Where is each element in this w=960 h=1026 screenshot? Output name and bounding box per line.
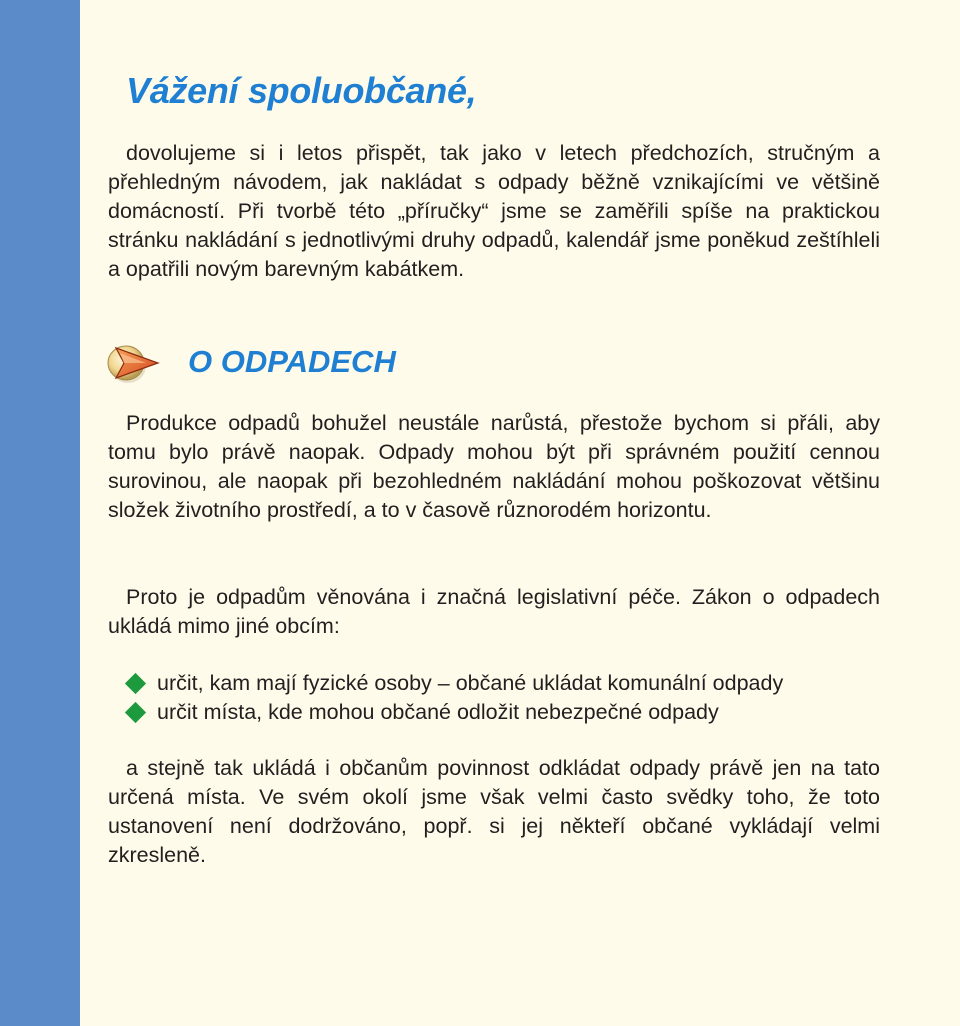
greeting-heading: Vážení spoluobčané, <box>126 70 477 111</box>
intro-paragraph: dovolujeme si i letos přispět, tak jako v letech předchozích, stručným a přehledným návodem, jak nakládat s odpady běžně vznikajícími ve většině domácností. Při tvorbě této „příručky“ jsme se zaměřili spíše na praktickou stránku nakládání s jednotlivými druhy odpadů, kalendář jsme poněkud zeštíhleli a opatřili novým barevným kabátkem. <box>108 141 880 281</box>
section-paragraph-1: Produkce odpadů bohužel neustále narůstá, přestože bychom si přáli, aby tomu bylo právě naopak. Odpady mohou být při správném použití cennou surovinou, ale naopak při bezohledném nakládání mohou poškozovat většinu složek životního prostředí, a to v časově různorodém horizontu. <box>108 411 880 522</box>
left-color-bar <box>0 0 80 1026</box>
arrow-icon <box>106 336 164 392</box>
diamond-bullet-icon <box>125 702 146 723</box>
list-item <box>124 698 783 727</box>
page-content <box>80 0 960 1026</box>
section-paragraph-2: Proto je odpadům věnována i značná legislativní péče. Zákon o odpadech ukládá mimo jiné obcím: <box>108 585 880 638</box>
obligations-list <box>124 669 783 727</box>
list-item-text: určit, kam mají fyzické osoby – občané ukládat komunální odpady <box>157 671 784 695</box>
section-paragraph-3: a stejně tak ukládá i občanům povinnost odkládat odpady právě jen na tato určená místa. Ve svém okolí jsme však velmi často svědky toho, že toto ustanovení není dodržováno, popř. si jej někteří občané vykládají velmi zkresleně. <box>108 756 880 867</box>
list-item-text: určit místa, kde mohou občané odložit nebezpečné odpady <box>157 700 719 724</box>
diamond-bullet-icon <box>125 673 146 694</box>
list-item <box>124 669 783 698</box>
section-title: O ODPADECH <box>188 344 396 379</box>
